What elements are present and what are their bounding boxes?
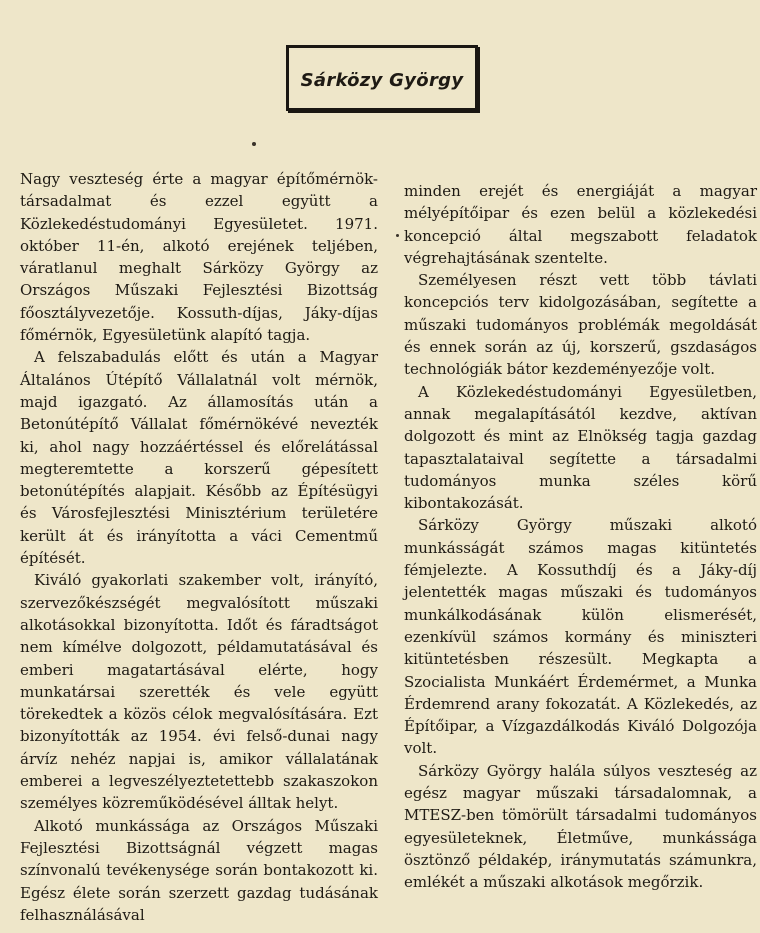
print-speck <box>252 142 256 146</box>
title-box <box>286 45 478 111</box>
paragraph: A felszabadulás előtt és után a Magyar Általános Útépítő Vállalatnál volt mérnök, majd igazgató. Az államosítás után a Betonútépítő Vállalat főmérnökévé nevezték ki, ahol nagy hozzáértéssel és előrelátással megteremtette a korszerű gépesített betonútépítés alapjait. Később az Építésügyi és Városfejlesztési Minisztérium területére került át és irányította a váci Cementmű építését. <box>20 348 378 568</box>
page-title: Sárközy György <box>300 69 464 91</box>
paragraph: Sárközy György műszaki alkotó munkásságát számos magas kitüntetés fémjelezte. A Kossuthdíj és a Jáky-díj jelentették magas műszaki és tudományos munkálkodásának külön elismerését, ezenkívül számos kormány és miniszteri kitüntetésben részesült. Megkapta a Szocialista Munkáért Érdemérmet, a Munka Érdemrend arany fokozatát. A Közlekedés, az Építőipar, a Vízgazdálkodás Kiváló Dolgozója volt. <box>404 516 757 758</box>
paragraph: Személyesen részt vett több távlati koncepciós terv kidolgozásában, segítette a műszaki tudományos problémák megoldását és ennek során az új, korszerű, gszdaságos technológiák bátor kezdeményezője volt. <box>404 271 757 379</box>
paragraph: minden erejét és energiáját a magyar mélyépítőipar és ezen belül a közlekedési koncepció által megszabott feladatok végrehajtásának szentelte. <box>404 182 757 267</box>
paragraph: Alkotó munkássága az Országos Műszaki Fejlesztési Bizottságnál végzett magas színvonalú tevékenysége során bontakozott ki. Egész élete során szerzett gazdag tudásának felhasználásával <box>20 816 378 924</box>
paragraph: A Közlekedéstudományi Egyesületben, annak megalapításától kezdve, aktívan dolgozott és mint az Elnökség tagja gazdag tapasztalataival segítette a társadalmi tudományos munka széles körű kibontakozását. <box>404 382 757 513</box>
paragraph: Sárközy György halála súlyos veszteség az egész magyar műszaki társadalomnak, a MTESZ-ben tömörült társadalmi tudományos egyesületeknek, Életműve, munkássága ösztönző példakép, iránymutatás számunkra, emlékét a műszaki alkotások megőrzik. <box>404 761 757 892</box>
print-speck <box>396 234 399 237</box>
paragraph: Nagy veszteség érte a magyar építőmérnök-társadalmat és ezzel együtt a Közlekedéstudományi Egyesületet. 1971. október 11-én, alkotó erejének teljében, váratlanul meghalt Sárközy György az Országos Műszaki Fejlesztési Bizottság főosztályvezetője. Kossuth-díjas, Jáky-díjas főmérnök, Egyesületünk alapító tagja. <box>20 170 378 345</box>
left-column <box>20 168 378 926</box>
paragraph: Kiváló gyakorlati szakember volt, irányító, szervezőkészségét megvalósított műszaki alkotásokkal bizonyította. Időt és fáradtságot nem kímélve dolgozott, példamutatásával és emberi magatartásával elérte, hogy munkatársai szerették és vele együtt törekedtek a közös célok megvalósítására. Ezt bizonyították az 1954. évi felső-dunai nagy árvíz nehéz napjai is, amikor vállalatának emberei a legveszélyeztetettebb szakaszokon személyes közreműködésével álltak helyt. <box>20 571 378 813</box>
right-column <box>404 180 757 894</box>
